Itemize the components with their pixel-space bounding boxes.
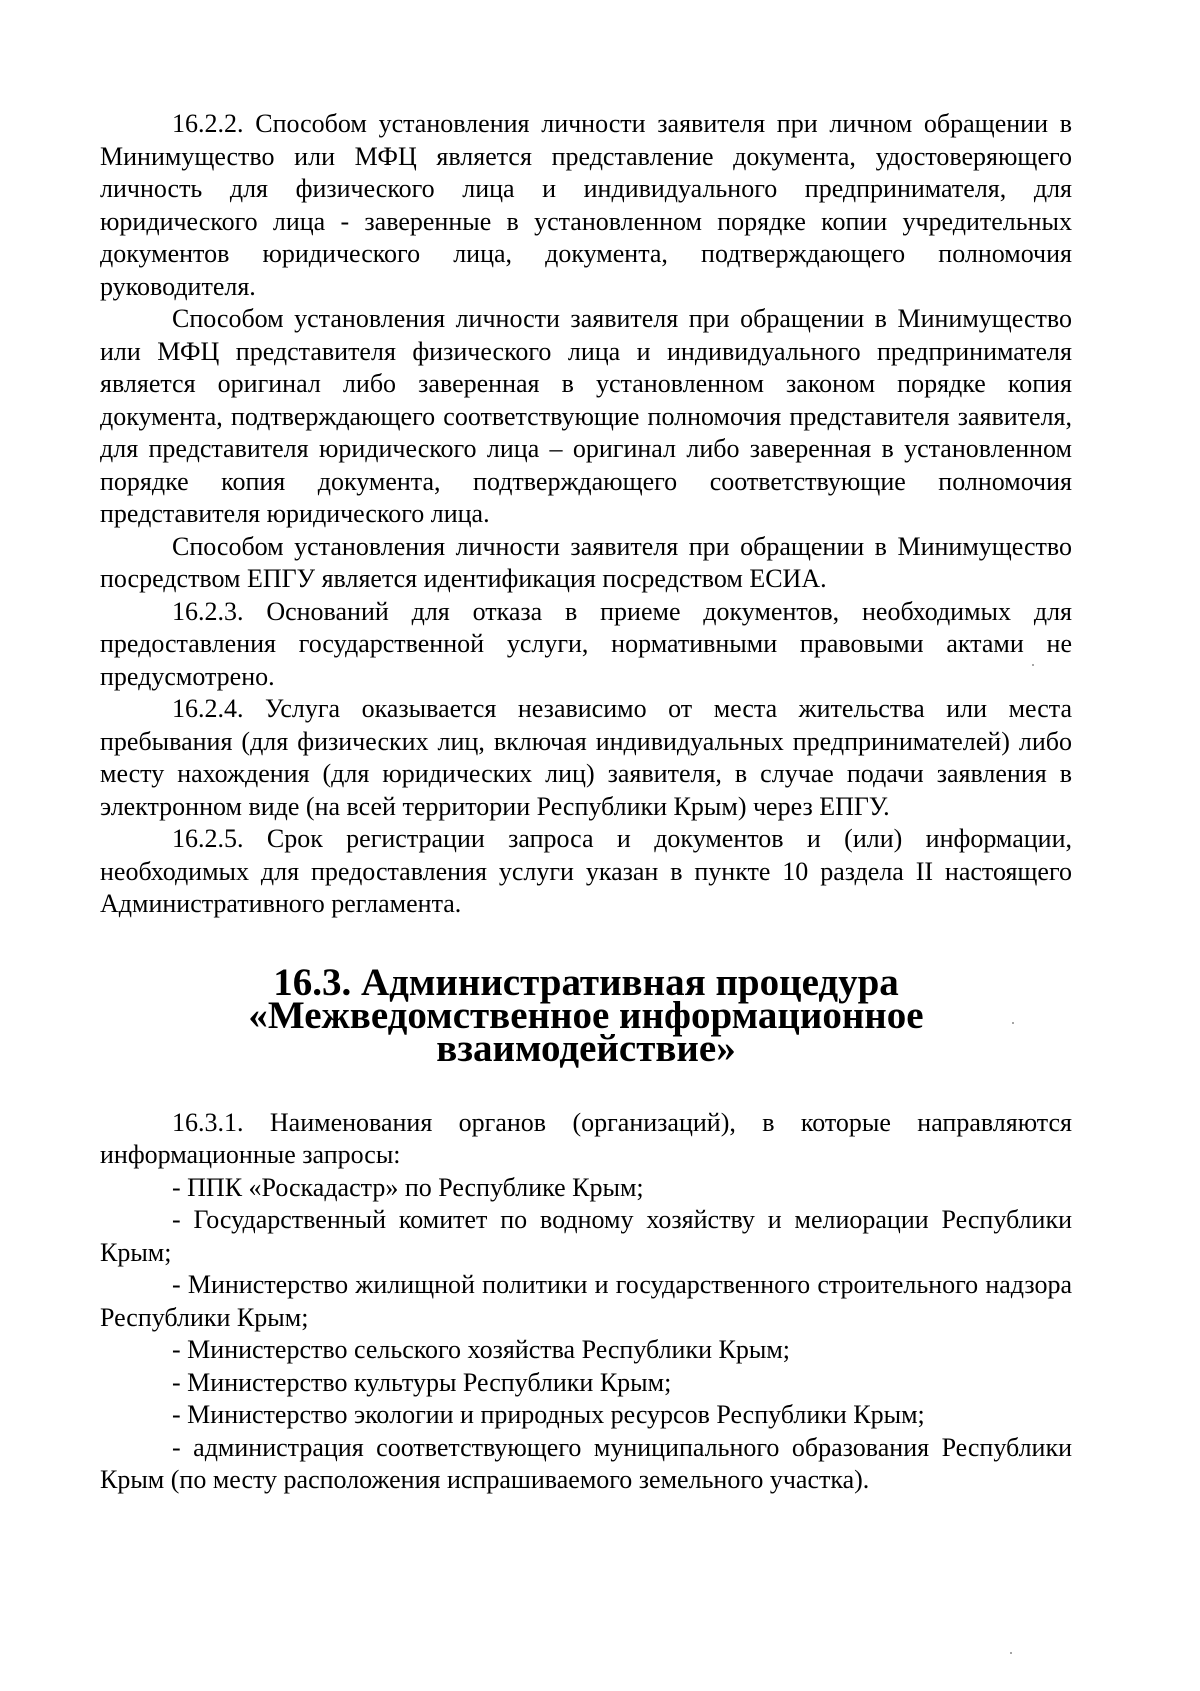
list-item-culture-ministry: - Министерство культуры Республики Крым; [172, 1367, 672, 1397]
paragraph-16-2-5: 16.2.5. Срок регистрации запроса и документов и (или) информации, необходимых для предоставления услуги указан в пункте 10 раздела II настоящего Административного регламента. [100, 824, 1072, 918]
scan-speck [1012, 1022, 1014, 1024]
list-item-housing-ministry: - Министерство жилищной политики и государственного строительного надзора Республики Крым; [100, 1270, 1072, 1332]
paragraph-16-2-3: 16.2.3. Оснований для отказа в приеме документов, необходимых для предоставления государственной услуги, нормативными правовыми актами не предусмотрено. [100, 596, 1072, 691]
scan-speck [1032, 664, 1034, 666]
list-item-roskadastr: - ППК «Роскадастр» по Республике Крым; [172, 1172, 644, 1202]
section-heading-line-1: 16.3. Административная процедура [273, 960, 899, 1004]
section-heading-line-2: «Межведомственное информационное взаимодействие» [248, 993, 924, 1070]
paragraph-16-2-4: 16.2.4. Услуга оказывается независимо от места жительства или места пребывания (для физических лиц, включая индивидуальных предпринимателей) либо месту нахождения (для юридических лиц) заявителя, в случае подачи заявления в электронном виде (на всей территории Республики Крым) через ЕПГУ. [100, 694, 1072, 821]
list-item-ecology-ministry: - Министерство экологии и природных ресурсов Республики Крым; [172, 1400, 925, 1429]
paragraph-16-2-2: 16.2.2. Способом установления личности заявителя при личном обращении в Минимущество или МФЦ является представление документа, удостоверяющего личность для физического лица и индивидуального предпринимателя, для юридического лица - заверенные в установленном порядке копии учредительных документов юридического лица, документа, подтверждающего полномочия руководителя. [100, 109, 1072, 301]
list-item-municipal-administration: - администрация соответствующего муниципального образования Республики Крым (по месту расположения испрашиваемого земельного участка). [100, 1432, 1072, 1494]
document-page [100, 108, 1072, 1497]
paragraph-16-3-1: 16.3.1. Наименования органов (организаций), в которые направляются информационные запросы: [100, 1107, 1072, 1169]
section-heading-16-3 [100, 960, 1072, 1070]
paragraph-epgu-identification: Способом установления личности заявителя при обращении в Минимущество посредством ЕПГУ является идентификация посредством ЕСИА. [100, 531, 1072, 593]
scan-speck [1010, 1652, 1012, 1654]
list-item-agriculture-ministry: - Министерство сельского хозяйства Республики Крым; [172, 1335, 791, 1364]
list-item-water-committee: - Государственный комитет по водному хозяйству и мелиорации Республики Крым; [100, 1205, 1072, 1267]
paragraph-representative-identification: Способом установления личности заявителя при обращении в Минимущество или МФЦ представителя физического лица и индивидуального предпринимателя является оригинал либо заверенная в установленном законом порядке копия документа, подтверждающего соответствующие полномочия представителя заявителя, для представителя юридического лица – оригинал либо заверенная в установленном порядке копия документа, подтверждающего соответствующие полномочия представителя юридического лица. [100, 304, 1072, 528]
